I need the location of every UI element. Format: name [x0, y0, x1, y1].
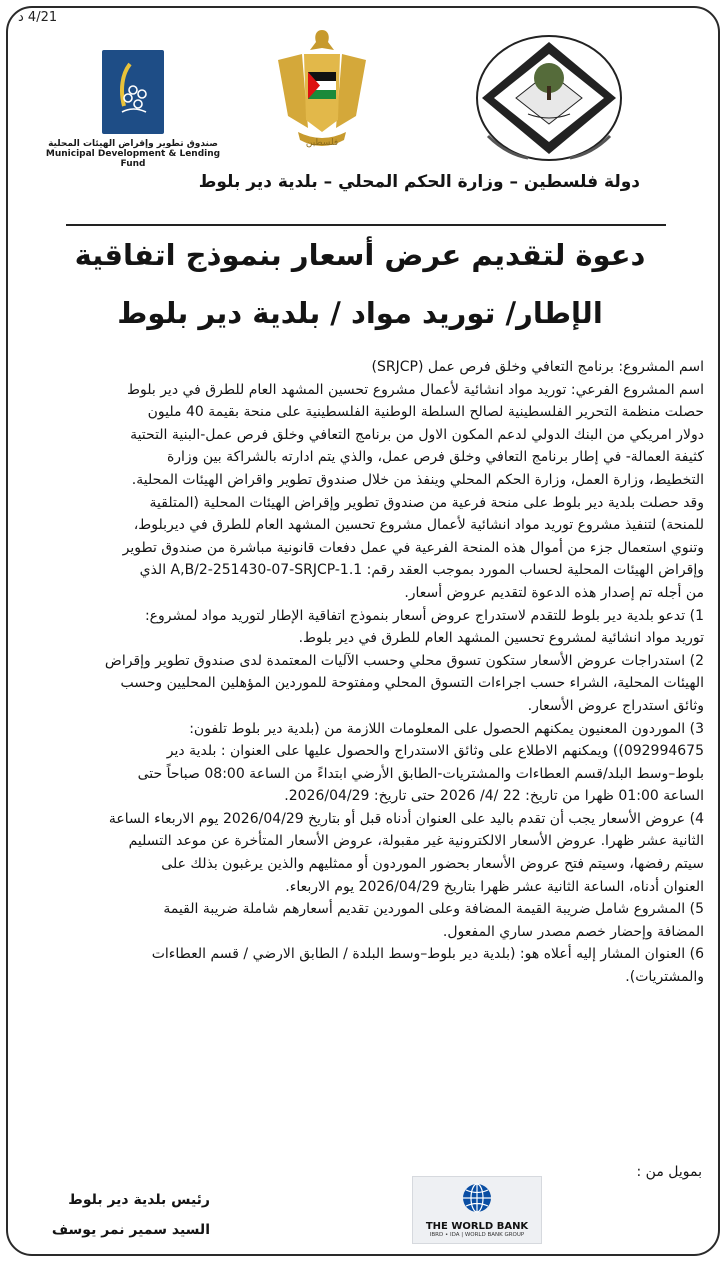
item-4-line: الثانية عشر ظهرا. عروض الأسعار الالكترونية غير مقبولة، عروض الأسعار المتأخرة عن موعد التسليم: [128, 833, 704, 850]
intro-text-line: حصلت منظمة التحرير الفلسطينية لصالح السلطة الوطنية الفلسطينية على منحة بقيمة 40 مليون: [147, 404, 704, 421]
eagle-caption: فلسطين: [305, 138, 339, 148]
contract-number-line: وإقراض الهيئات المحلية لحساب المورد بموجب العقد رقم: A,B/2-251430-07-SRJCP-1.1 الذي: [139, 562, 704, 579]
world-bank-name: THE WORLD BANK: [425, 1221, 529, 1232]
item-2-line: وثائق استدراج عروض الأسعار.: [527, 697, 704, 714]
intro-text-line: وقد حصلت بلدية دير بلوط على منحة فرعية من صندوق تطوير وإقراض الهيئات المحلية (المتلقية: [149, 494, 704, 511]
world-bank-logo: [412, 1176, 542, 1244]
item-6-line: والمشتريات).: [625, 969, 704, 986]
intro-text-line: وتنوي استعمال جزء من أموال هذه المنحة الفرعية في عمل دفعات قانونية مباشرة من صندوق تطوير: [122, 539, 704, 556]
item-2-line: الهيئات المحلية، الشراء حسب اجراءات التسوق المحلي ومفتوحة للموردين المؤهلين المحليين وحسب: [120, 675, 704, 692]
item-3-line: 3) الموردون المعنيون يمكنهم الحصول على المعلومات اللازمة من (بلدية دير بلوط تلفون:: [189, 720, 704, 737]
mdlf-name-arabic: صندوق تطوير وإقراض الهيئات المحلية: [48, 139, 218, 149]
funded-by-label: بمويل من :: [636, 1164, 702, 1180]
mdlf-name-english: Municipal Development & Lending Fund: [45, 149, 221, 169]
item-4-line: العنوان أدناه، الساعة الثانية عشر ظهرا بتاريخ 2026/04/29 يوم الاربعاء.: [285, 878, 704, 895]
intro-text-line: كثيفة العمالة- في إطار برنامج التعافي وخلق فرص عمل، والذي يتم ادارته بالشراكة بين وزارة: [166, 449, 704, 466]
item-3-line: 092994675)) ويمكنهم الاطلاع على وثائق الاستدراج والحصول عليها على العنوان : بلدية دير: [166, 743, 704, 760]
intro-text-line: التخطيط، وزارة العمل، وزارة الحكم المحلي وينفذ من خلال صندوق تطوير واقراض الهيئات المحلية.: [131, 471, 704, 488]
page-number: 4/21 د: [18, 10, 58, 25]
header-divider: [66, 224, 666, 226]
item-3-line: الساعة 01:00 ظهرا من تاريخ: 22 /4/ 2026 حتى تاريخ: 2026/04/29.: [284, 788, 704, 805]
item-4-line: 4) عروض الأسعار يجب أن تقدم باليد على العنوان أدناه قبل أو بتاريخ 2026/04/29 يوم الاربعاء الساعة: [108, 810, 704, 827]
item-4-line: سيتم رفضها، وسيتم فتح عروض الأسعار بحضور الموردون أو ممثليهم والذين يرغبون بذلك على: [161, 856, 704, 873]
intro-text-line: للمنحة) لتنفيذ مشروع توريد مواد انشائية لأعمال مشروع تحسين المشهد العام للطرق في ديربلوط،: [133, 517, 704, 534]
world-bank-globe-icon: [460, 1181, 494, 1215]
title-line-2: الإطار/ توريد مواد / بلدية دير بلوط: [117, 296, 603, 330]
item-5-line: 5) المشروع شامل ضريبة القيمة المضافة وعلى الموردين تقديم أسعارهم شاملة ضريبة القيمة: [163, 901, 704, 918]
item-5-line: المضافة وإحضار خصم مصدر ساري المفعول.: [442, 923, 704, 940]
item-6-line: 6) العنوان المشار إليه أعلاه هو: (بلدية دير بلوط–وسط البلدة / الطابق الارضي / قسم العطاءات: [151, 946, 704, 963]
signature-title: رئيس بلدية دير بلوط: [68, 1192, 210, 1208]
mdlf-logo: [38, 50, 228, 169]
title-line-1: دعوة لتقديم عرض أسعار بنموذج اتفاقية: [74, 238, 646, 272]
header-line: دولة فلسطين – وزارة الحكم المحلي – بلدية دير بلوط: [198, 172, 640, 192]
item-1-line: 1) تدعو بلدية دير بلوط للتقدم لاستدراج عروض أسعار بنموذج اتفاقية الإطار لتوريد مواد لمشروع:: [144, 607, 704, 624]
intro-text-line: دولار امريكي من البنك الدولي لدعم المكون الاول من برنامج التعافي وخلق فرص عمل-البنية التحتية: [130, 426, 704, 443]
subproject-name-line: اسم المشروع الفرعي: توريد مواد انشائية لأعمال مشروع تحسين المشهد العام للطرق في دير بلوط: [127, 381, 704, 398]
project-name-line: اسم المشروع: برنامج التعافي وخلق فرص عمل (SRJCP): [371, 359, 704, 375]
deir-ballut-seal-icon: [466, 28, 632, 168]
mdlf-emblem-icon: [102, 50, 164, 134]
item-3-line: بلوط–وسط البلد/قسم العطاءات والمشتريات-الطابق الأرضي ابتداءً من الساعة 08:00 صباحاً حتى: [137, 765, 704, 782]
announcement-body: [22, 356, 704, 989]
signature-name: السيد سمير نمر يوسف: [51, 1222, 210, 1238]
item-1-line: توريد مواد انشائية لمشروع تحسين المشهد العام للطرق في دير بلوط.: [298, 630, 704, 647]
world-bank-subtitle: IBRD • IDA | WORLD BANK GROUP: [429, 1232, 525, 1238]
item-2-line: 2) استدراجات عروض الأسعار ستكون تسوق محلي وحسب الآليات المعتمدة لدى صندوق تطوير وإقراض: [104, 652, 704, 669]
intro-text-line: من أجله تم إصدار هذه الدعوة لتقديم عروض أسعار.: [404, 584, 704, 601]
